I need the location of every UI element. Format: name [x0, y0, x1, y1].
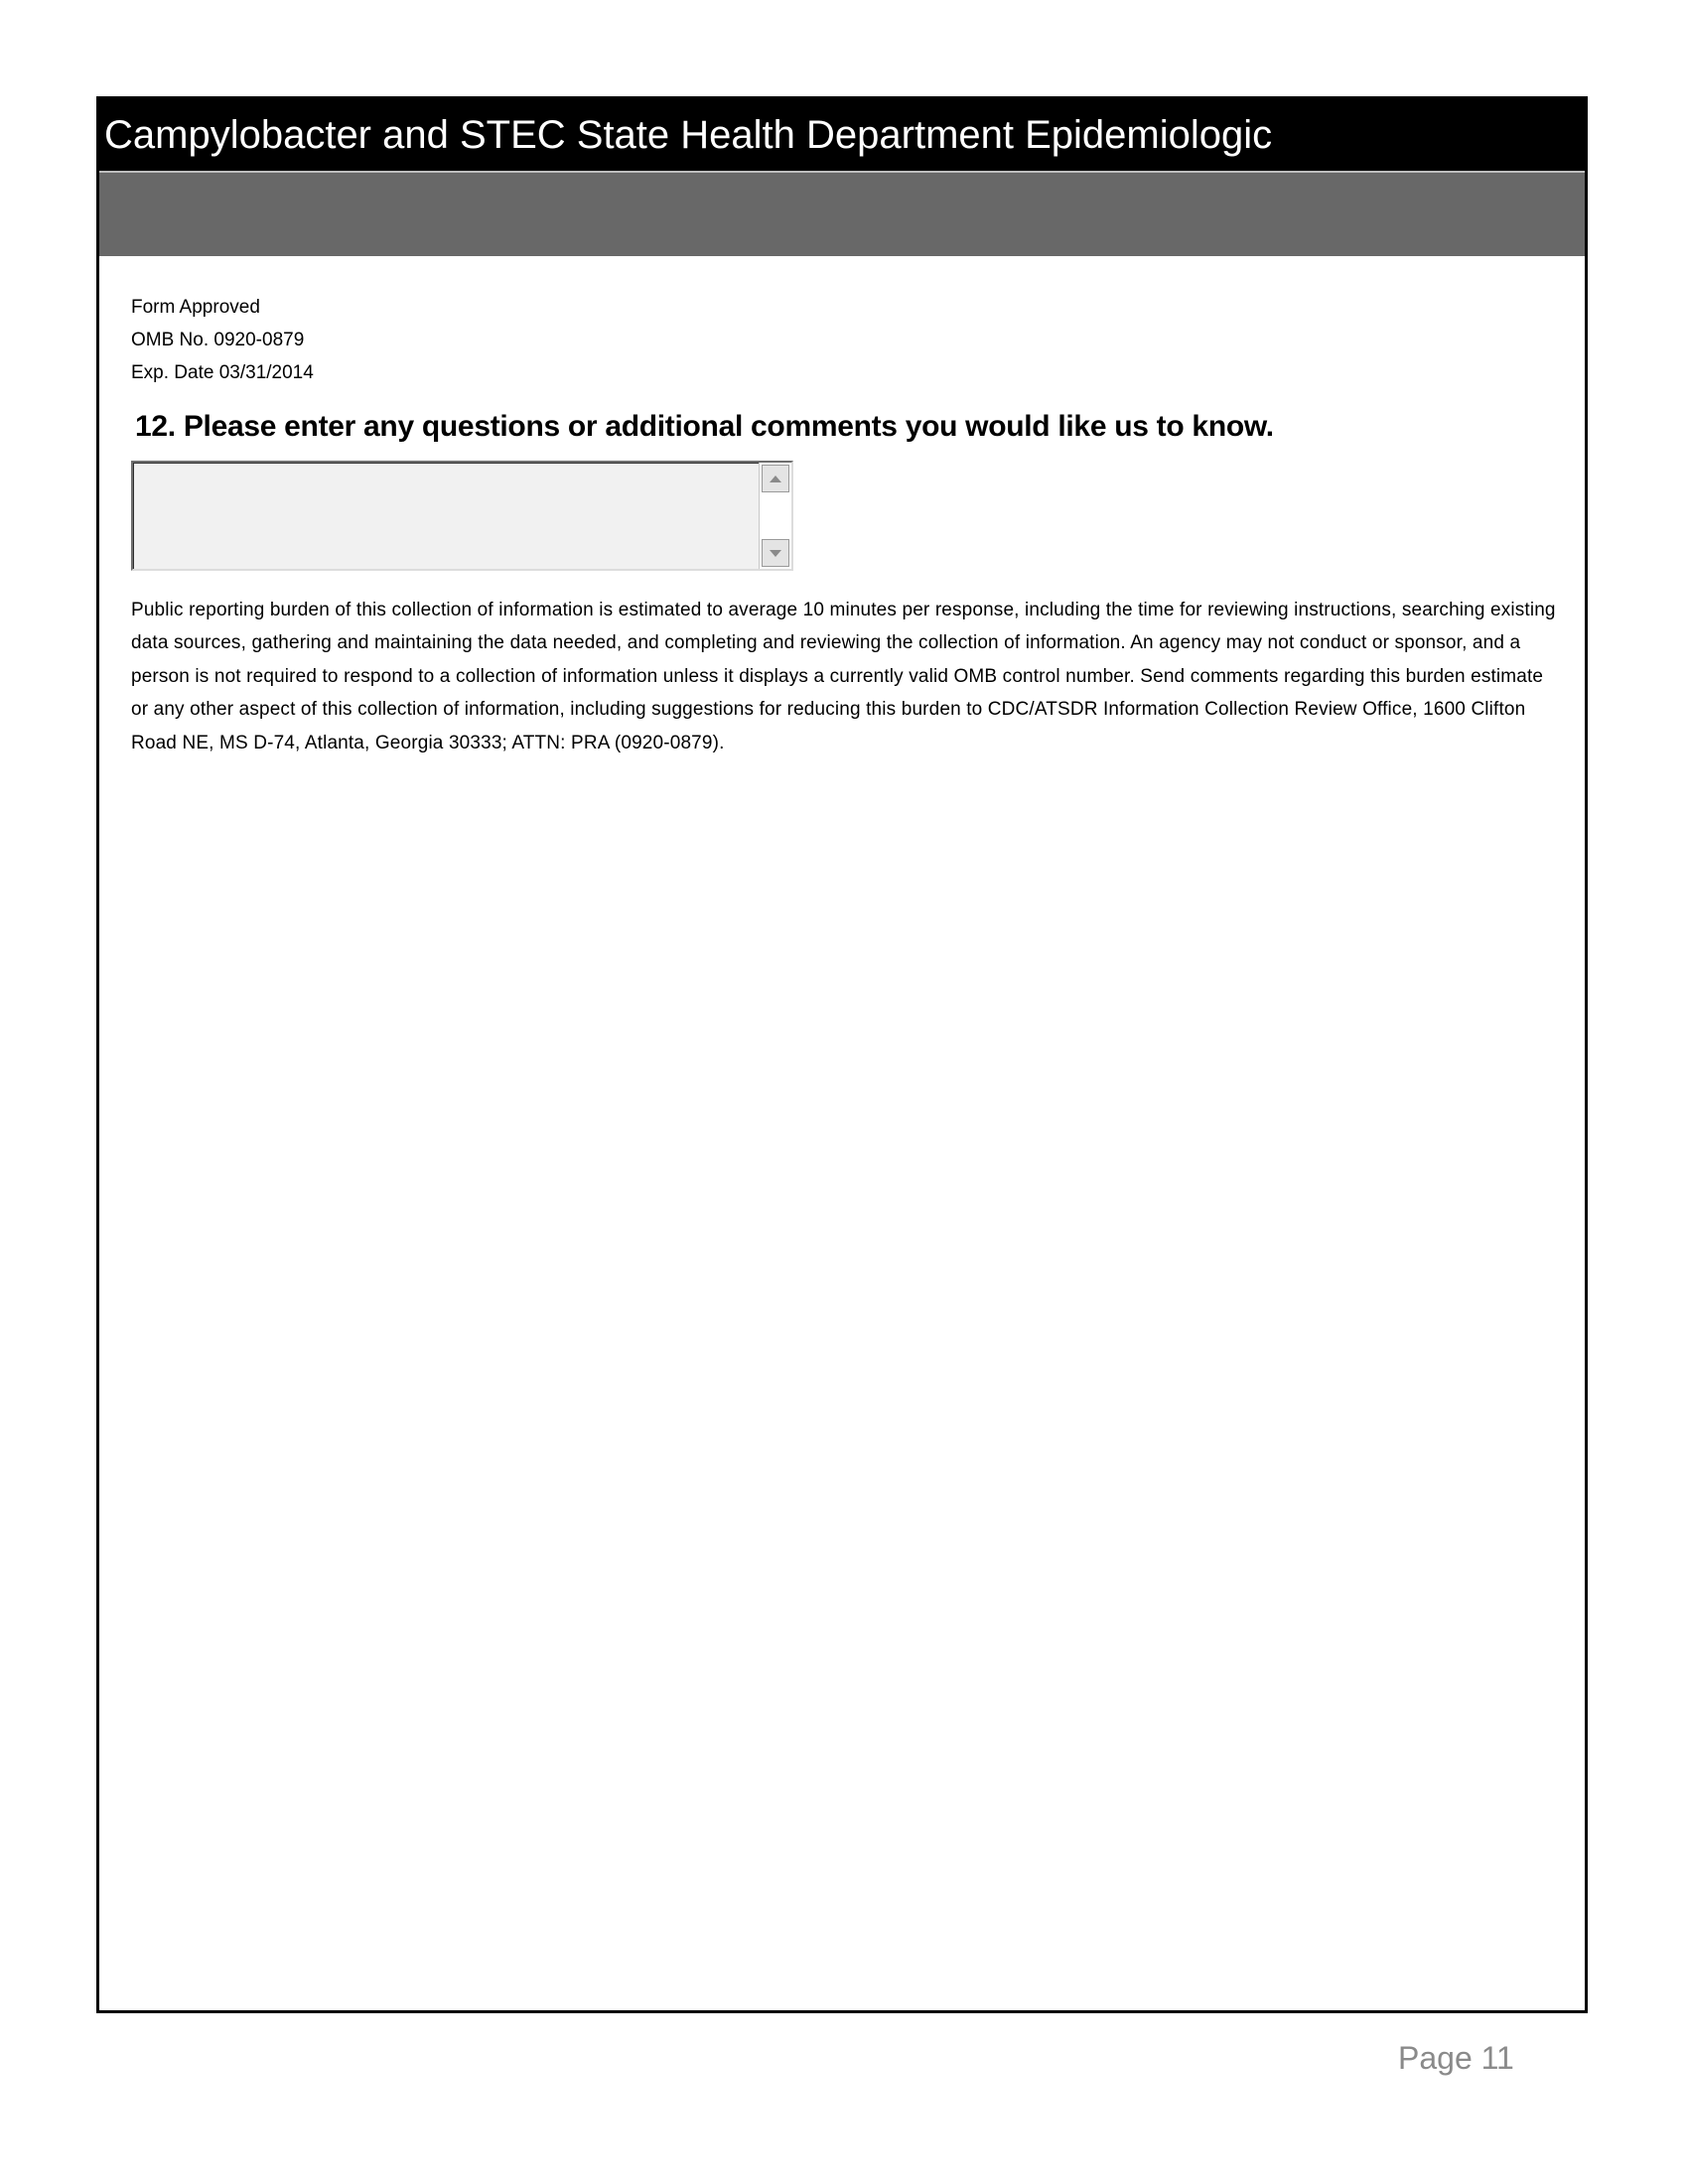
expiration-date-text: Exp. Date 03/31/2014 — [131, 362, 314, 383]
arrow-down-icon — [770, 550, 781, 557]
header-band — [99, 173, 1585, 256]
scroll-down-button[interactable] — [762, 539, 789, 567]
form-approved-text: Form Approved — [131, 297, 260, 318]
omb-number-text: OMB No. 0920-0879 — [131, 330, 305, 350]
arrow-up-icon — [770, 476, 781, 482]
comments-textarea-container[interactable] — [131, 461, 793, 571]
page-title: Campylobacter and STEC State Health Department Epidemiologic — [99, 99, 1585, 171]
burden-statement: Public reporting burden of this collection of information is estimated to average 10 minutes per response, including the time for reviewing instructions, searching existing data sources, gathering and maintaining the data needed, and completing and reviewing the collection of information. An agency may not conduct or sponsor, and a person is not required to respond to a collection of information unless it displays a currently valid OMB control number. Send comments regarding this burden estimate or any other aspect of this collection of information, including suggestions for reducing this burden to CDC/ATSDR Information Collection Review Office, 1600 Clifton Road NE, MS D-74, Atlanta, Georgia 30333; ATTN: PRA (0920-0879). — [131, 600, 1556, 753]
scroll-up-button[interactable] — [762, 465, 789, 492]
comments-textarea[interactable] — [133, 463, 761, 569]
question-12-label: 12. Please enter any questions or additional comments you would like us to know. — [135, 410, 1274, 443]
comments-scrollbar[interactable] — [759, 463, 791, 569]
page-number: Page 11 — [1398, 2040, 1514, 2076]
form-page-frame — [96, 96, 1588, 2013]
omb-notice — [131, 291, 314, 389]
